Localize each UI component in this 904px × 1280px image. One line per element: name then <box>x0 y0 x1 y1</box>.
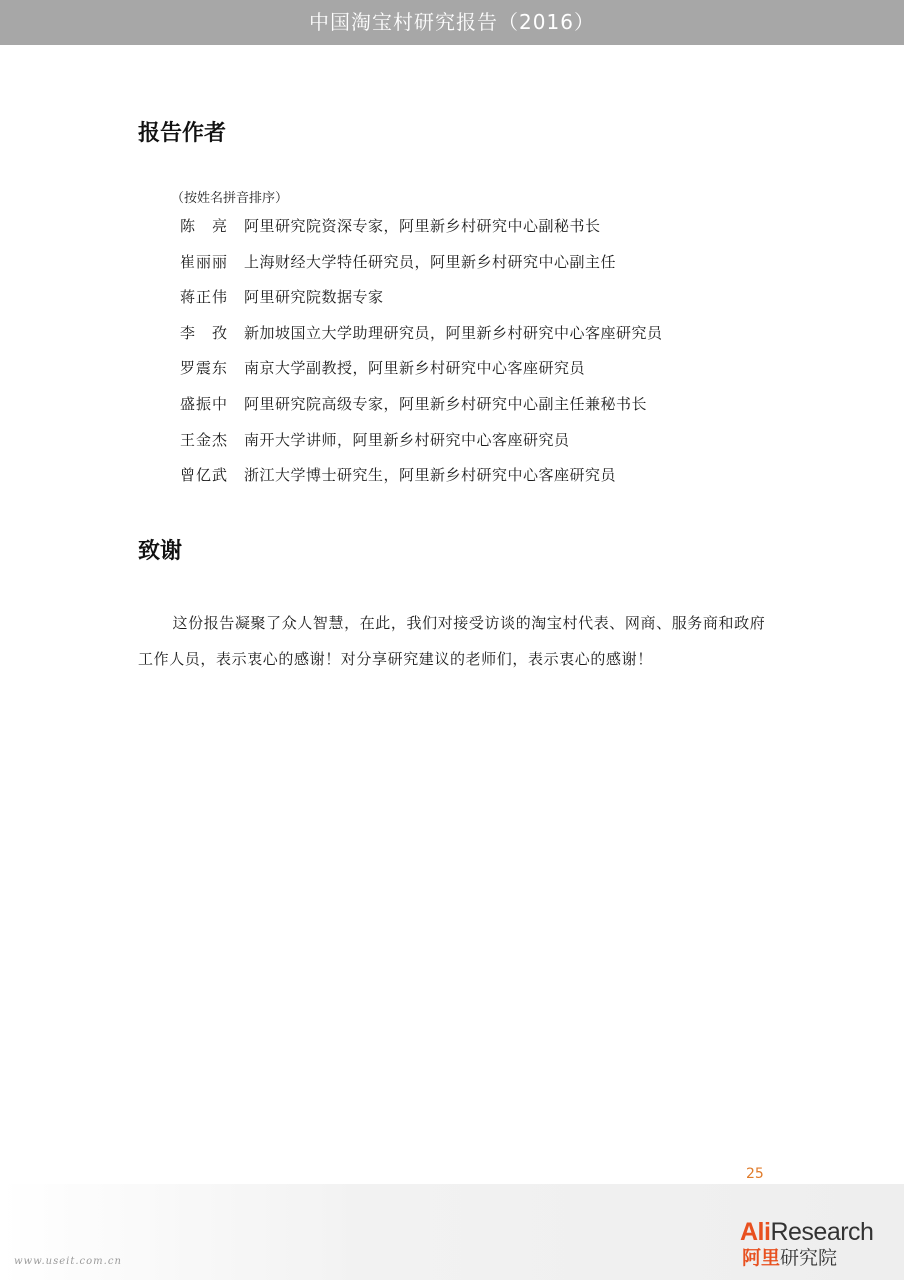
logo-cn-institute-text: 研究院 <box>780 1247 838 1269</box>
report-title: 中国淘宝村研究报告（2016） <box>309 10 595 34</box>
footer-url: www.useit.com.cn <box>14 1256 122 1267</box>
author-title: 南开大学讲师，阿里新乡村研究中心客座研究员 <box>244 430 570 449</box>
author-title: 阿里研究院数据专家 <box>244 288 384 307</box>
acknowledgement-paragraph: 这份报告凝聚了众人智慧，在此，我们对接受访谈的淘宝村代表、网商、服务商和政府工作人员，表示衷心的感谢！对分享研究建议的老师们，表示衷心的感谢！ <box>138 614 766 668</box>
acknowledgement-heading: 致谢 <box>138 539 183 564</box>
page-number: 25 <box>746 1166 764 1182</box>
sort-note: （按姓名拼音排序） <box>171 191 289 206</box>
author-row <box>180 392 663 428</box>
author-name: 曾亿武 <box>180 466 229 485</box>
author-title: 阿里研究院资深专家，阿里新乡村研究中心副秘书长 <box>244 217 601 235</box>
author-row <box>180 250 663 286</box>
author-title: 南京大学副教授，阿里新乡村研究中心客座研究员 <box>244 359 586 378</box>
author-title: 阿里研究院高级专家，阿里新乡村研究中心副主任兼秘书长 <box>244 394 648 413</box>
author-name: 崔丽丽 <box>180 252 229 271</box>
logo-research-text: Research <box>770 1218 874 1246</box>
logo-ali-text: Ali <box>740 1218 771 1246</box>
logo-cn-ali-text: 阿里 <box>742 1247 781 1269</box>
author-name: 盛振中 <box>180 394 229 413</box>
author-title: 上海财经大学特任研究员，阿里新乡村研究中心副主任 <box>244 252 617 271</box>
author-title: 新加坡国立大学助理研究员，阿里新乡村研究中心客座研究员 <box>244 323 663 342</box>
author-row <box>180 285 663 321</box>
author-name: 李 孜 <box>180 323 229 342</box>
author-name: 蒋正伟 <box>180 288 229 307</box>
author-row <box>180 321 663 357</box>
logo-top-line <box>740 1218 900 1246</box>
author-name: 陈 亮 <box>180 217 229 235</box>
author-list <box>180 214 663 499</box>
author-row <box>180 356 663 392</box>
aliresearch-logo <box>740 1218 900 1274</box>
logo-bottom-line <box>742 1246 900 1270</box>
author-title: 浙江大学博士研究生，阿里新乡村研究中心客座研究员 <box>244 466 617 485</box>
author-row <box>180 214 663 250</box>
authors-heading: 报告作者 <box>138 121 227 146</box>
author-name: 王金杰 <box>180 430 229 449</box>
author-row <box>180 428 663 464</box>
author-row <box>180 463 663 499</box>
author-name: 罗震东 <box>180 359 229 378</box>
